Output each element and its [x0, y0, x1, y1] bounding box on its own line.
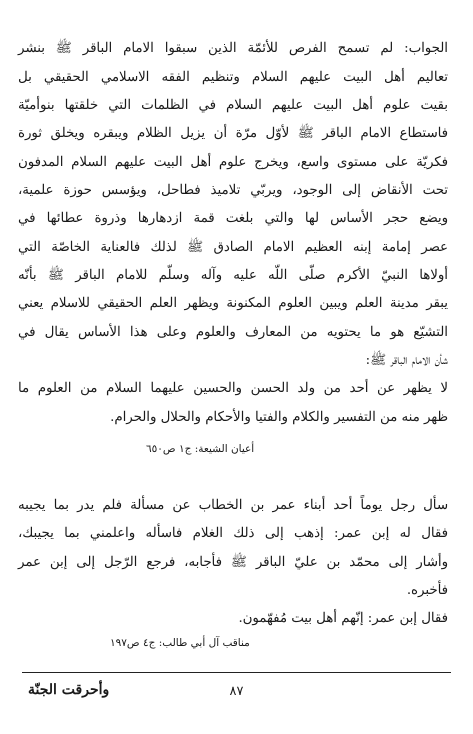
- page-number: ٨٧: [229, 684, 244, 699]
- paragraph-line: شأن الامام الباقر ﷺ:: [365, 353, 448, 368]
- quote-line: لا يظهر عن أحد من ولد الحسن والحسين عليهما السلام من العلوم ما: [18, 381, 448, 396]
- book-title: وأحرقت الجنّة: [28, 682, 110, 698]
- paragraph-line: بقيت علوم أهل البيت عليهم السلام في الظلمات التي خلقتها بنوأميّة: [18, 98, 448, 113]
- paragraph-line: عصر إمامة إبنه العظيم الامام الصادق ﷺ لذلك فالعناية الخاصّة التي: [18, 240, 448, 255]
- paragraph-line: ويضع حجر الأساس لها والتي بلغت قمة ازدهارها وذروة عطائها في: [18, 211, 448, 226]
- paragraph-line: فكريّة على مستوى واسع، ويخرج علوم أهل البيت عليهم السلام المدفون: [18, 155, 448, 170]
- paragraph-line: تحت الأنقاض إلى الوجود، ويربّي تلاميذ فطاحل، ويؤسس حوزة علمية،: [18, 183, 448, 198]
- paragraph-line: يبقر مدينة العلم ويبين العلوم المكنونة ويظهر العلم الحقيقي للاسلام يعني: [18, 296, 448, 311]
- paragraph-line: التشيّع هو ما يحتويه من المعارف والعلوم وعلى هذا الأساس يقال في: [18, 325, 448, 340]
- paragraph-line: سأل رجل يوماً أحد أبناء عمر بن الخطاب عن مسألة فلم يدر بما يجيبه: [18, 498, 448, 513]
- paragraph-line: الجواب: لم تسمح الفرص للأئمّة الذين سبقوا الامام الباقر ﷺ بنشر: [18, 41, 448, 56]
- paragraph-line: فأخبره.: [406, 583, 448, 598]
- paragraph-line: وأشار إلى محمّد بن عليّ الباقر ﷺ فأجابه، فرجع الرّجل إلى إبن عمر: [18, 555, 448, 570]
- paragraph-line: فقال إبن عمر: إنّهم أهل بيت مُفهّمون.: [238, 611, 448, 626]
- quote-line: ظهر منه من التفسير والكلام والفتيا والأحكام والحلال والحرام.: [110, 410, 448, 425]
- reference-citation: مناقب آل أبي طالب: ج٤ ص١٩٧: [110, 637, 250, 649]
- paragraph-line: أولاها النبيّ الأكرم صلّى اللّه عليه وآله وسلّم للامام الباقر ﷺ بأنّه: [18, 268, 448, 283]
- paragraph-line: فاستطاع الامام الباقر ﷺ لأوّل مرّة أن يزيل الظلام ويبقره ويخلق ثورة: [18, 126, 448, 141]
- paragraph-line: فقال له إبن عمر: إذهب إلى ذلك الغلام فاسأله واعلمني بما يجيبك،: [18, 526, 448, 541]
- reference-citation: أعيان الشيعة: ج١ ص٦٥٠: [146, 443, 255, 455]
- footer-divider: [22, 672, 451, 673]
- paragraph-line: تعاليم أهل البيت عليهم السلام وتنظيم الفقه الاسلامي الحقيقي بل: [18, 70, 448, 85]
